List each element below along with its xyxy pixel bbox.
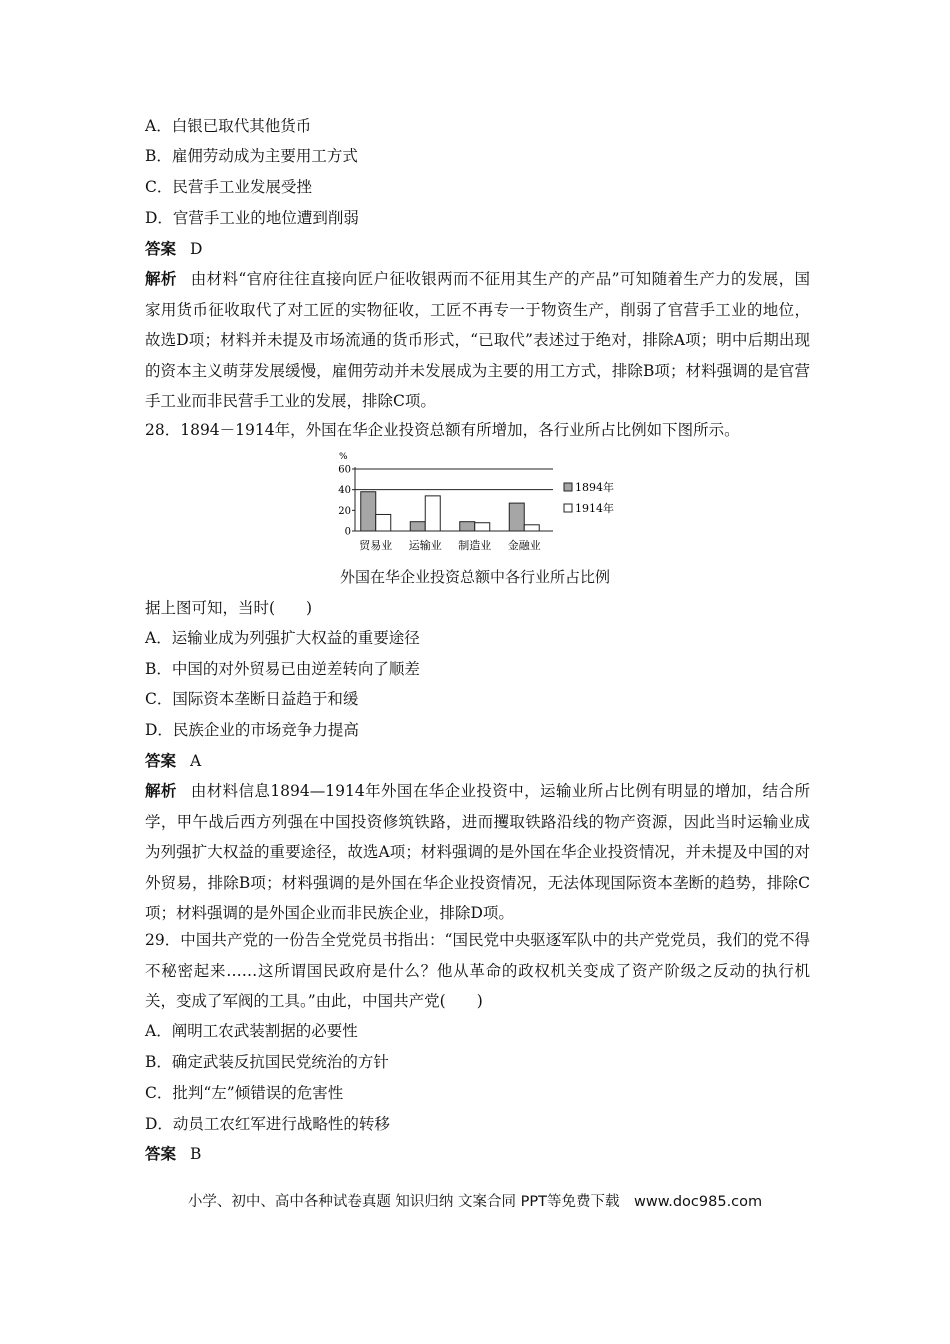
bar	[524, 525, 539, 531]
analysis-label: 解析	[145, 270, 177, 288]
q28-option-d: D．民族企业的市场竞争力提高	[145, 721, 359, 739]
bar	[425, 496, 440, 531]
q28-option-c: C．国际资本垄断日益趋于和缓	[145, 690, 359, 708]
q28-option-a: A．运输业成为列强扩大权益的重要途径	[145, 629, 420, 647]
y-tick-label: 0	[344, 526, 351, 538]
bar	[509, 503, 524, 531]
q27-option-a: A．白银已取代其他货币	[145, 117, 312, 135]
q27-option-c: C．民营手工业发展受挫	[145, 178, 312, 196]
page-footer: 小学、初中、高中各种试卷真题 知识归纳 文案合同 PPT等免费下载 www.doc985.com	[187, 1194, 763, 1210]
q29-option-b: B．确定武装反抗国民党统治的方针	[145, 1053, 389, 1071]
q27-answer	[145, 239, 202, 259]
x-tick-label: 运输业	[408, 539, 442, 552]
chart-caption: 外国在华企业投资总额中各行业所占比例	[339, 568, 610, 586]
legend-label: 1914年	[575, 502, 614, 515]
q29-stem: 29．中国共产党的一份告全党党员书指出：“国民党中央驱逐军队中的共产党党员，我们的党不得不秘密起来……这所谓国民政府是什么？他从革命的政权机关变成了资产阶级之反动的执行机关，变成了军阀的工具。”由此，中国共产党( )	[145, 931, 810, 1010]
answer-label: 答案	[145, 240, 177, 258]
answer-label: 答案	[145, 1145, 177, 1163]
answer-value: A	[190, 752, 202, 770]
q28-answer	[145, 751, 201, 771]
bar-chart	[335, 447, 625, 559]
legend-swatch	[564, 504, 572, 512]
analysis-label: 解析	[145, 782, 177, 800]
y-tick-label: 60	[338, 464, 351, 476]
q27-analysis	[145, 264, 810, 417]
q27-option-b: B．雇佣劳动成为主要用工方式	[145, 147, 358, 165]
x-tick-label: 金融业	[507, 539, 541, 552]
answer-value: B	[190, 1145, 202, 1163]
q29-option-d: D．动员工农红军进行战略性的转移	[145, 1115, 390, 1133]
answer-label: 答案	[145, 752, 177, 770]
q27-option-d: D．官营手工业的地位遭到削弱	[145, 209, 359, 227]
q28-stem: 28．1894－1914年，外国在华企业投资总额有所增加，各行业所占比例如下图所示。	[145, 421, 740, 439]
legend-label: 1894年	[575, 481, 614, 494]
bar	[475, 523, 490, 531]
answer-value: D	[190, 240, 203, 258]
q29-option-c: C．批判“左”倾错误的危害性	[145, 1084, 344, 1102]
analysis-text: 由材料“官府往往直接向匠户征收银两而不征用其生产的产品”可知随着生产力的发展，国家用货币征收取代了对工匠的实物征收，工匠不再专一于物资生产，削弱了官营手工业的地位，故选D项；材料并未提及市场流通的货币形式，“已取代”表述过于绝对，排除A项；明中后期出现的资本主义萌芽发展缓慢，雇佣劳动并未发展成为主要的用工方式，排除B项；材料强调的是官营手工业而非民营手工业的发展，排除C项。	[145, 270, 810, 410]
q28-analysis	[145, 776, 810, 929]
x-tick-label: 制造业	[458, 539, 492, 552]
bar	[460, 522, 475, 531]
y-tick-label: 40	[338, 485, 351, 497]
y-tick-label: 20	[338, 505, 351, 517]
y-axis-unit: %	[339, 452, 348, 462]
q29-answer	[145, 1144, 201, 1164]
x-tick-label: 贸易业	[359, 539, 393, 552]
analysis-text: 由材料信息1894—1914年外国在华企业投资中，运输业所占比例有明显的增加，结合所学，甲午战后西方列强在中国投资修筑铁路，进而攫取铁路沿线的物产资源，因此当时运输业成为列强扩大权益的重要途径，故选A项；材料强调的是外国在华企业投资情况，并未提及中国的对外贸易，排除B项；材料强调的是外国在华企业投资情况，无法体现国际资本垄断的趋势，排除C项；材料强调的是外国企业而非民族企业，排除D项。	[145, 782, 810, 922]
bar	[361, 492, 376, 531]
bar	[410, 522, 425, 531]
q28-prompt: 据上图可知，当时( )	[145, 599, 313, 617]
legend-swatch	[564, 483, 572, 491]
q28-option-b: B．中国的对外贸易已由逆差转向了顺差	[145, 660, 420, 678]
q29-option-a: A．阐明工农武装割据的必要性	[145, 1022, 358, 1040]
bar	[376, 514, 391, 531]
